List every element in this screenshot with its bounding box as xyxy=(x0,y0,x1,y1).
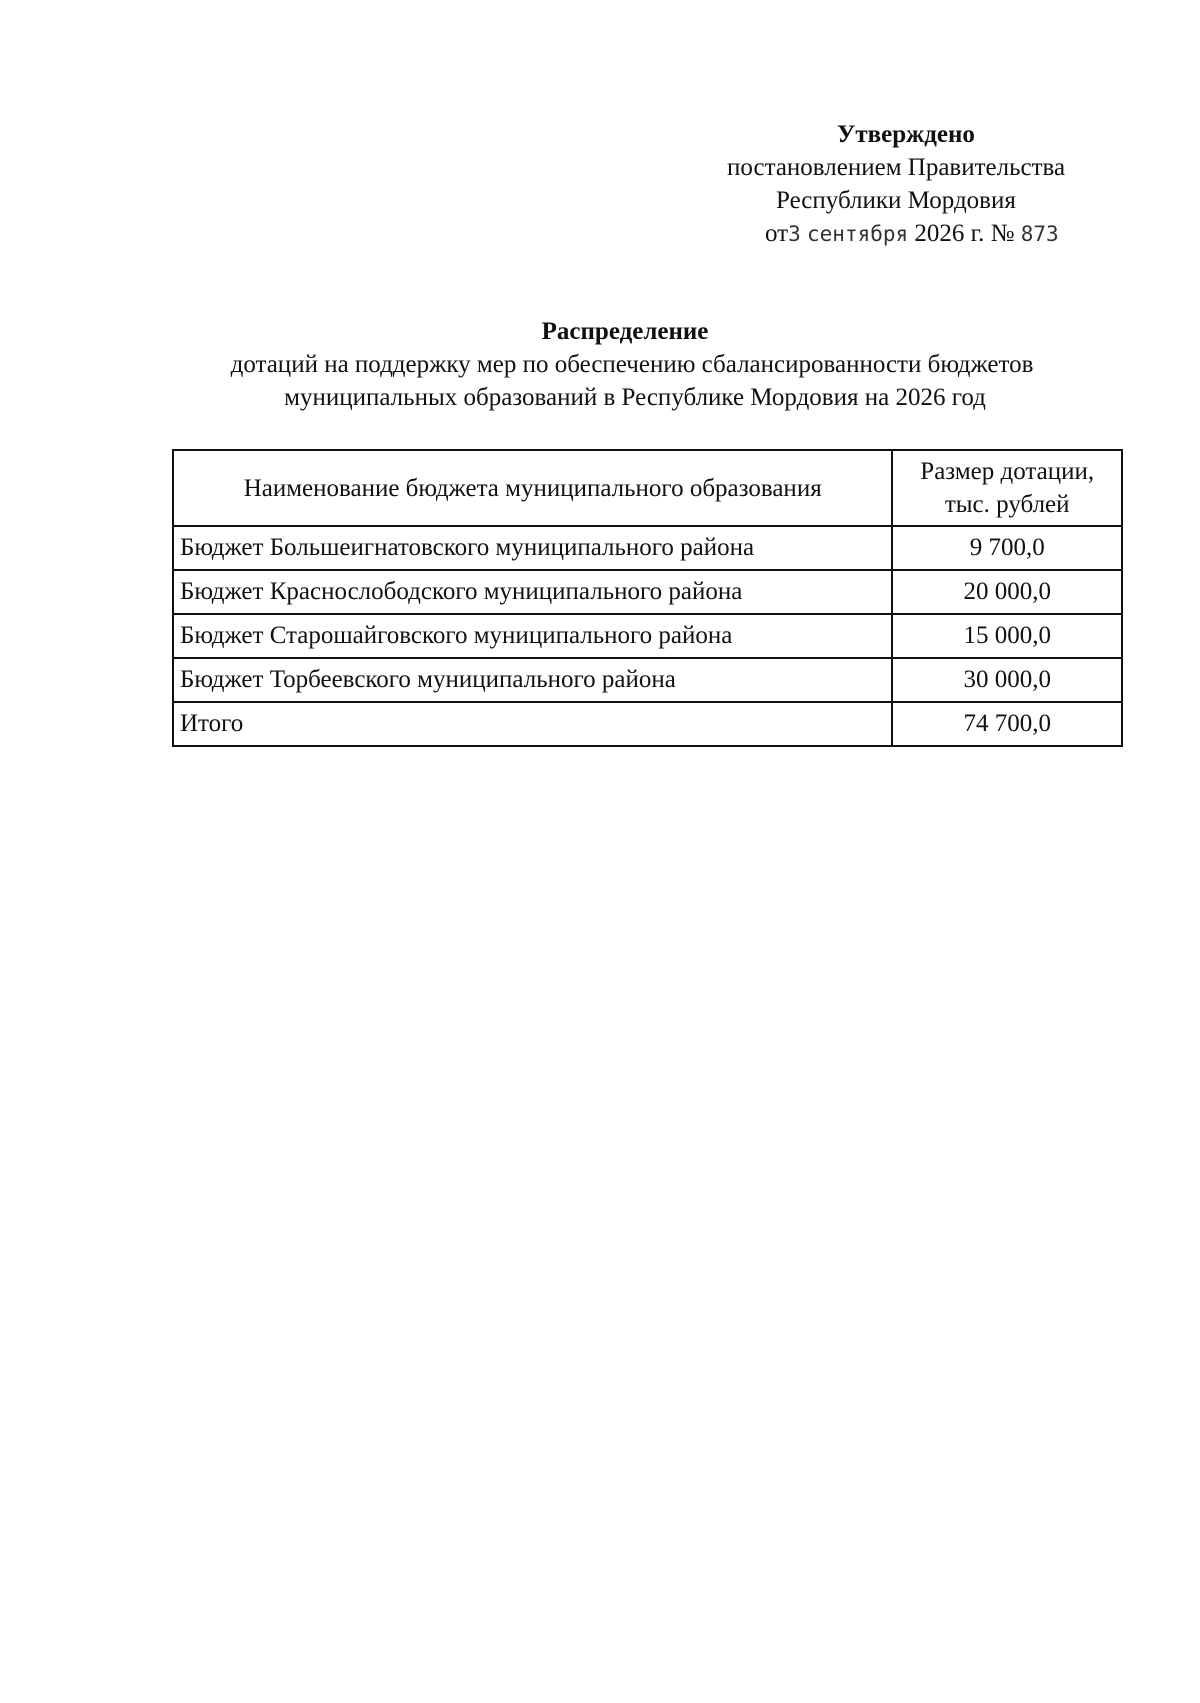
total-label: Итого xyxy=(173,702,892,746)
table-row xyxy=(173,658,1122,702)
table-row xyxy=(173,570,1122,614)
row-name: Бюджет Большеигнатовского муниципального района xyxy=(173,526,892,570)
grants-table xyxy=(172,449,1123,747)
column-header-name: Наименование бюджета муниципального образования xyxy=(173,450,892,526)
document-subtitle-line-1: дотаций на поддержку мер по обеспечению сбалансированности бюджетов xyxy=(230,351,1034,378)
date-month: сентября xyxy=(807,222,909,246)
table-total-row xyxy=(173,702,1122,746)
resolution-number: 873 xyxy=(1020,222,1059,246)
column-header-amount xyxy=(892,450,1122,526)
table-row xyxy=(173,526,1122,570)
document-heading xyxy=(0,315,1200,414)
document-title: Распределение xyxy=(541,318,709,345)
row-amount: 15 000,0 xyxy=(892,614,1122,658)
date-prefix: от xyxy=(765,220,789,247)
table-row xyxy=(173,614,1122,658)
approval-date-line xyxy=(700,217,1120,251)
row-amount: 30 000,0 xyxy=(892,658,1122,702)
approval-line-republic: Республики Мордовия xyxy=(776,187,1016,214)
date-year: 2026 г. № xyxy=(914,220,1015,247)
approval-stamp xyxy=(700,118,1120,251)
column-header-amount-line-1: Размер дотации, xyxy=(920,458,1095,485)
document-subtitle-line-2: муниципальных образований в Республике Мордовия на 2026 год xyxy=(284,384,986,411)
row-name: Бюджет Старошайговского муниципального района xyxy=(173,614,892,658)
row-name: Бюджет Торбеевского муниципального района xyxy=(173,658,892,702)
column-header-amount-line-2: тыс. рублей xyxy=(944,491,1070,518)
row-amount: 9 700,0 xyxy=(892,526,1122,570)
total-amount: 74 700,0 xyxy=(892,702,1122,746)
date-day: 3 xyxy=(788,222,801,246)
approval-line-resolution: постановлением Правительства xyxy=(727,154,1066,181)
approval-heading: Утверждено xyxy=(837,121,975,148)
row-name: Бюджет Краснослободского муниципального района xyxy=(173,570,892,614)
table-header-row xyxy=(173,450,1122,526)
row-amount: 20 000,0 xyxy=(892,570,1122,614)
